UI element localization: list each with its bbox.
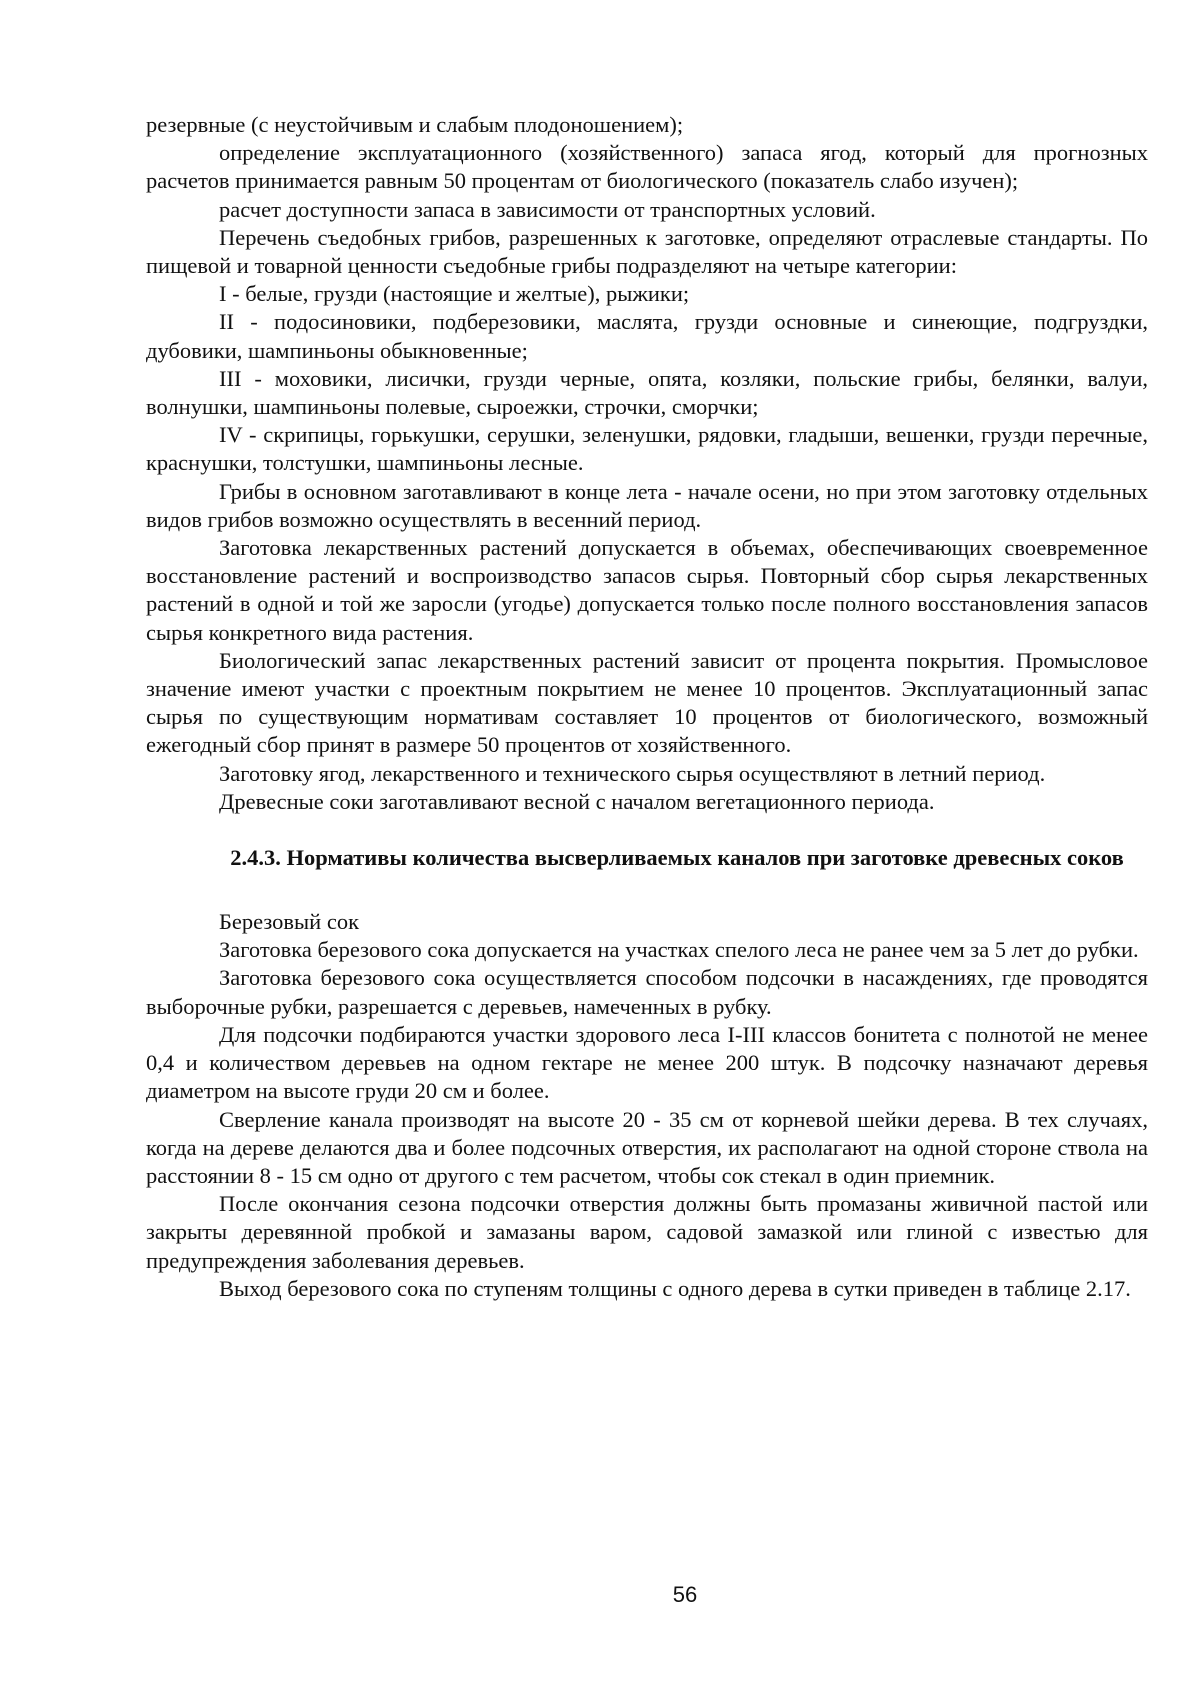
paragraph: Заготовку ягод, лекарственного и технического сырья осуществляют в летний период.	[219, 760, 1046, 786]
paragraph: Выход березового сока по ступеням толщины с одного дерева в сутки приведен в таблице 2.17.	[219, 1275, 1131, 1301]
section-heading: 2.4.3. Нормативы количества высверливаемых каналов при заготовке древесных соков	[230, 845, 1124, 871]
section-heading-block	[146, 844, 1148, 872]
paragraph: Сверление канала производят на высоте 20 - 35 см от корневой шейки дерева. В тех случаях, когда на дереве делаются два и более подсочных отверстия, их располагают на одной стороне ствола на расстоянии 8 - 15 см одно от другого с тем расчетом, чтобы сок стекал в один приемник.	[146, 1106, 1148, 1188]
paragraph: Заготовка лекарственных растений допускается в объемах, обеспечивающих своевременное восстановление растений и воспроизводство запасов сырья. Повторный сбор сырья лекарственных растений в одной и той же заросли (угодье) допускается только после полного восстановления запасов сырья конкретного вида растения.	[146, 535, 1148, 645]
paragraph: расчет доступности запаса в зависимости от транспортных условий.	[219, 196, 876, 222]
paragraph: резервные (с неустойчивым и слабым плодоношением);	[146, 112, 684, 137]
paragraph: Заготовка березового сока допускается на участках спелого леса не ранее чем за 5 лет до рубки.	[219, 937, 1139, 963]
page-body	[146, 111, 1148, 1303]
paragraph: определение эксплуатационного (хозяйственного) запаса ягод, который для прогнозных расчетов принимается равным 50 процентам от биологического (показатель слабо изучен);	[146, 140, 1148, 194]
paragraph: Для подсочки подбираются участки здорового леса I-III классов бонитета с полнотой не менее 0,4 и количеством деревьев на одном гектаре не менее 200 штук. В подсочку назначают деревья диаметром на высоте груди 20 см и более.	[146, 1021, 1148, 1104]
paragraph: I - белые, грузди (настоящие и желтые), рыжики;	[219, 281, 690, 307]
paragraph: III - моховики, лисички, грузди черные, опята, козляки, польские грибы, белянки, валуи, волнушки, шампиньоны полевые, сыроежки, строчки, сморчки;	[146, 365, 1148, 420]
page-number: 56	[672, 1582, 698, 1607]
paragraph: IV - скрипицы, горькушки, серушки, зеленушки, рядовки, гладыши, вешенки, грузди перечные, краснушки, толстушки, шампиньоны лесные.	[146, 422, 1148, 476]
paragraph: II - подосиновики, подберезовики, маслята, грузди основные и синеющие, подгруздки, дубовики, шампиньоны обыкновенные;	[146, 309, 1148, 363]
paragraph: Заготовка березового сока осуществляется способом подсочки в насаждениях, где проводятся выборочные рубки, разрешается с деревьев, намеченных в рубку.	[146, 965, 1148, 1019]
paragraph: Древесные соки заготавливают весной с началом вегетационного периода.	[219, 788, 935, 814]
paragraph: Грибы в основном заготавливают в конце лета - начале осени, но при этом заготовку отдельных видов грибов возможно осуществлять в весенний период.	[146, 478, 1148, 532]
paragraph: Перечень съедобных грибов, разрешенных к заготовке, определяют отраслевые стандарты. По пищевой и товарной ценности съедобные грибы подразделяют на четыре категории:	[146, 224, 1148, 279]
paragraph: Биологический запас лекарственных растений зависит от процента покрытия. Промысловое значение имеют участки с проектным покрытием не менее 10 процентов. Эксплуатационный запас сырья по существующим нормативам составляет 10 процентов от биологического, возможный ежегодный сбор принят в размере 50 процентов от хозяйственного.	[146, 647, 1148, 758]
paragraph: После окончания сезона подсочки отверстия должны быть промазаны живичной пастой или закрыты деревянной пробкой и замазаны варом, садовой замазкой или глиной с известью для предупреждения заболевания деревьев.	[146, 1191, 1148, 1273]
subheading: Березовый сок	[219, 909, 359, 935]
